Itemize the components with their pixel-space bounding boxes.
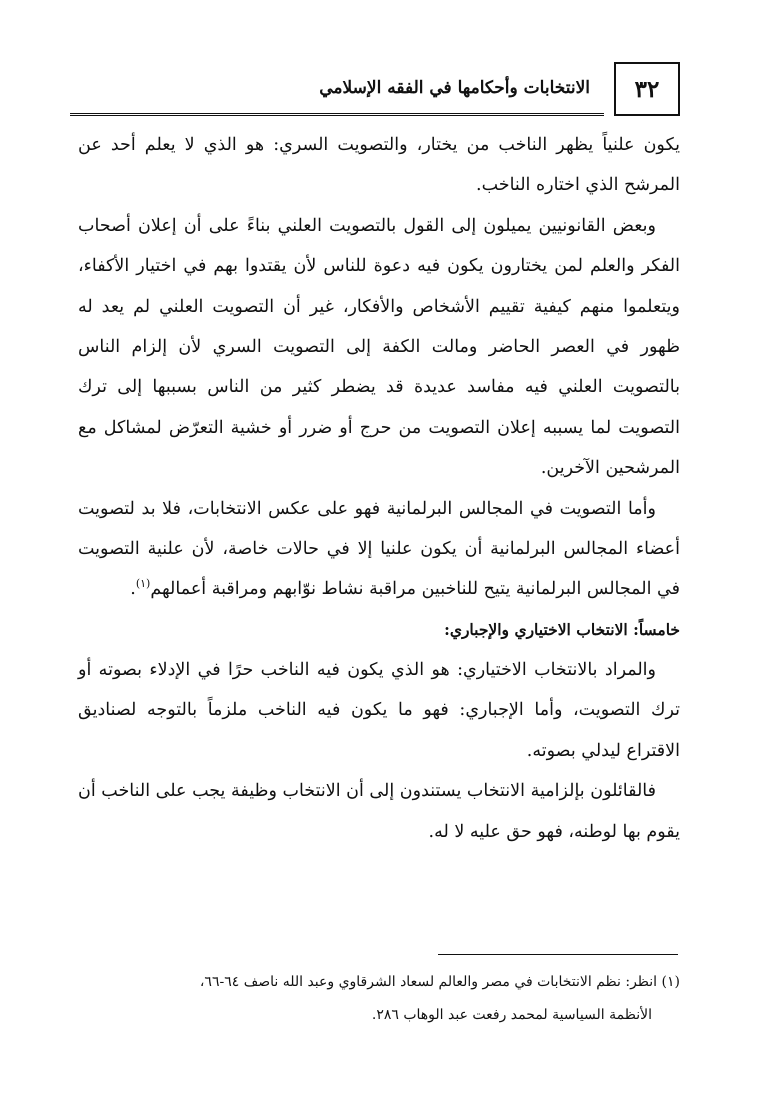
paragraph [78, 489, 680, 610]
paragraph: يكون علنياً يظهر الناخب من يختار، والتصويت السري: هو الذي لا يعلم أحد عن المرشح الذي اختاره الناخب. [78, 135, 680, 196]
paragraph-end: . [130, 579, 136, 600]
page-header [70, 62, 680, 116]
paragraph: وبعض القانونيين يميلون إلى القول بالتصويت العلني بناءً على أن إعلان أصحاب الفكر والعلم لمن يختارون يكون فيه دعوة للناس لأن يقتدوا بهم في اختيار الأكفاء، ويتعلموا منهم كيفية تقييم الأشخاص والأفكار، غير أن التصويت العلني لم يعد له ظهور في العصر الحاضر ومالت الكفة إلى التصويت السري لأن إلزام الناس بالتصويت العلني فيه مفاسد عديدة قد يضطر كثير من الناس بسببها إلى ترك التصويت لما يسببه إعلان التصويت من حرج أو ضرر أو خشية التعرّض لمشاكل مع المرشحين الآخرين. [78, 215, 680, 479]
footnote [78, 966, 680, 1032]
running-title: الانتخابات وأحكامها في الفقه الإسلامي [70, 62, 604, 116]
main-text [78, 125, 680, 852]
paragraph: والمراد بالانتخاب الاختياري: هو الذي يكون فيه الناخب حرًا في الإدلاء بصوته أو ترك التصويت، وأما الإجباري: فهو ما يكون فيه الناخب ملزماً بالتوجه لصناديق الاقتراع ليدلي بصوته. [78, 659, 680, 761]
footnote-line: الأنظمة السياسية لمحمد رفعت عبد الوهاب ٢٨٦. [371, 1007, 652, 1023]
page-number: ٣٢ [614, 62, 680, 116]
paragraph: فالقائلون بإلزامية الانتخاب يستندون إلى أن الانتخاب وظيفة يجب على الناخب أن يقوم بها لوطنه، فهو حق عليه لا له. [78, 781, 680, 842]
footnote-divider [438, 954, 678, 955]
paragraph-text: وأما التصويت في المجالس البرلمانية فهو على عكس الانتخابات، فلا بد لتصويت أعضاء المجالس البرلمانية أن يكون علنيا إلا في حالات خاصة، لأن علنية التصويت في المجالس البرلمانية يتيح للناخبين مراقبة نشاط نوّابهم ومراقبة أعمالهم [78, 498, 680, 600]
footnote-reference[interactable]: (١) [135, 577, 151, 591]
section-heading: خامساً: الانتخاب الاختياري والإجباري: [444, 619, 680, 639]
footnote-line: (١) انظر: نظم الانتخابات في مصر والعالم لسعاد الشرقاوي وعبد الله ناصف ٦٤-٦٦، [199, 974, 680, 990]
